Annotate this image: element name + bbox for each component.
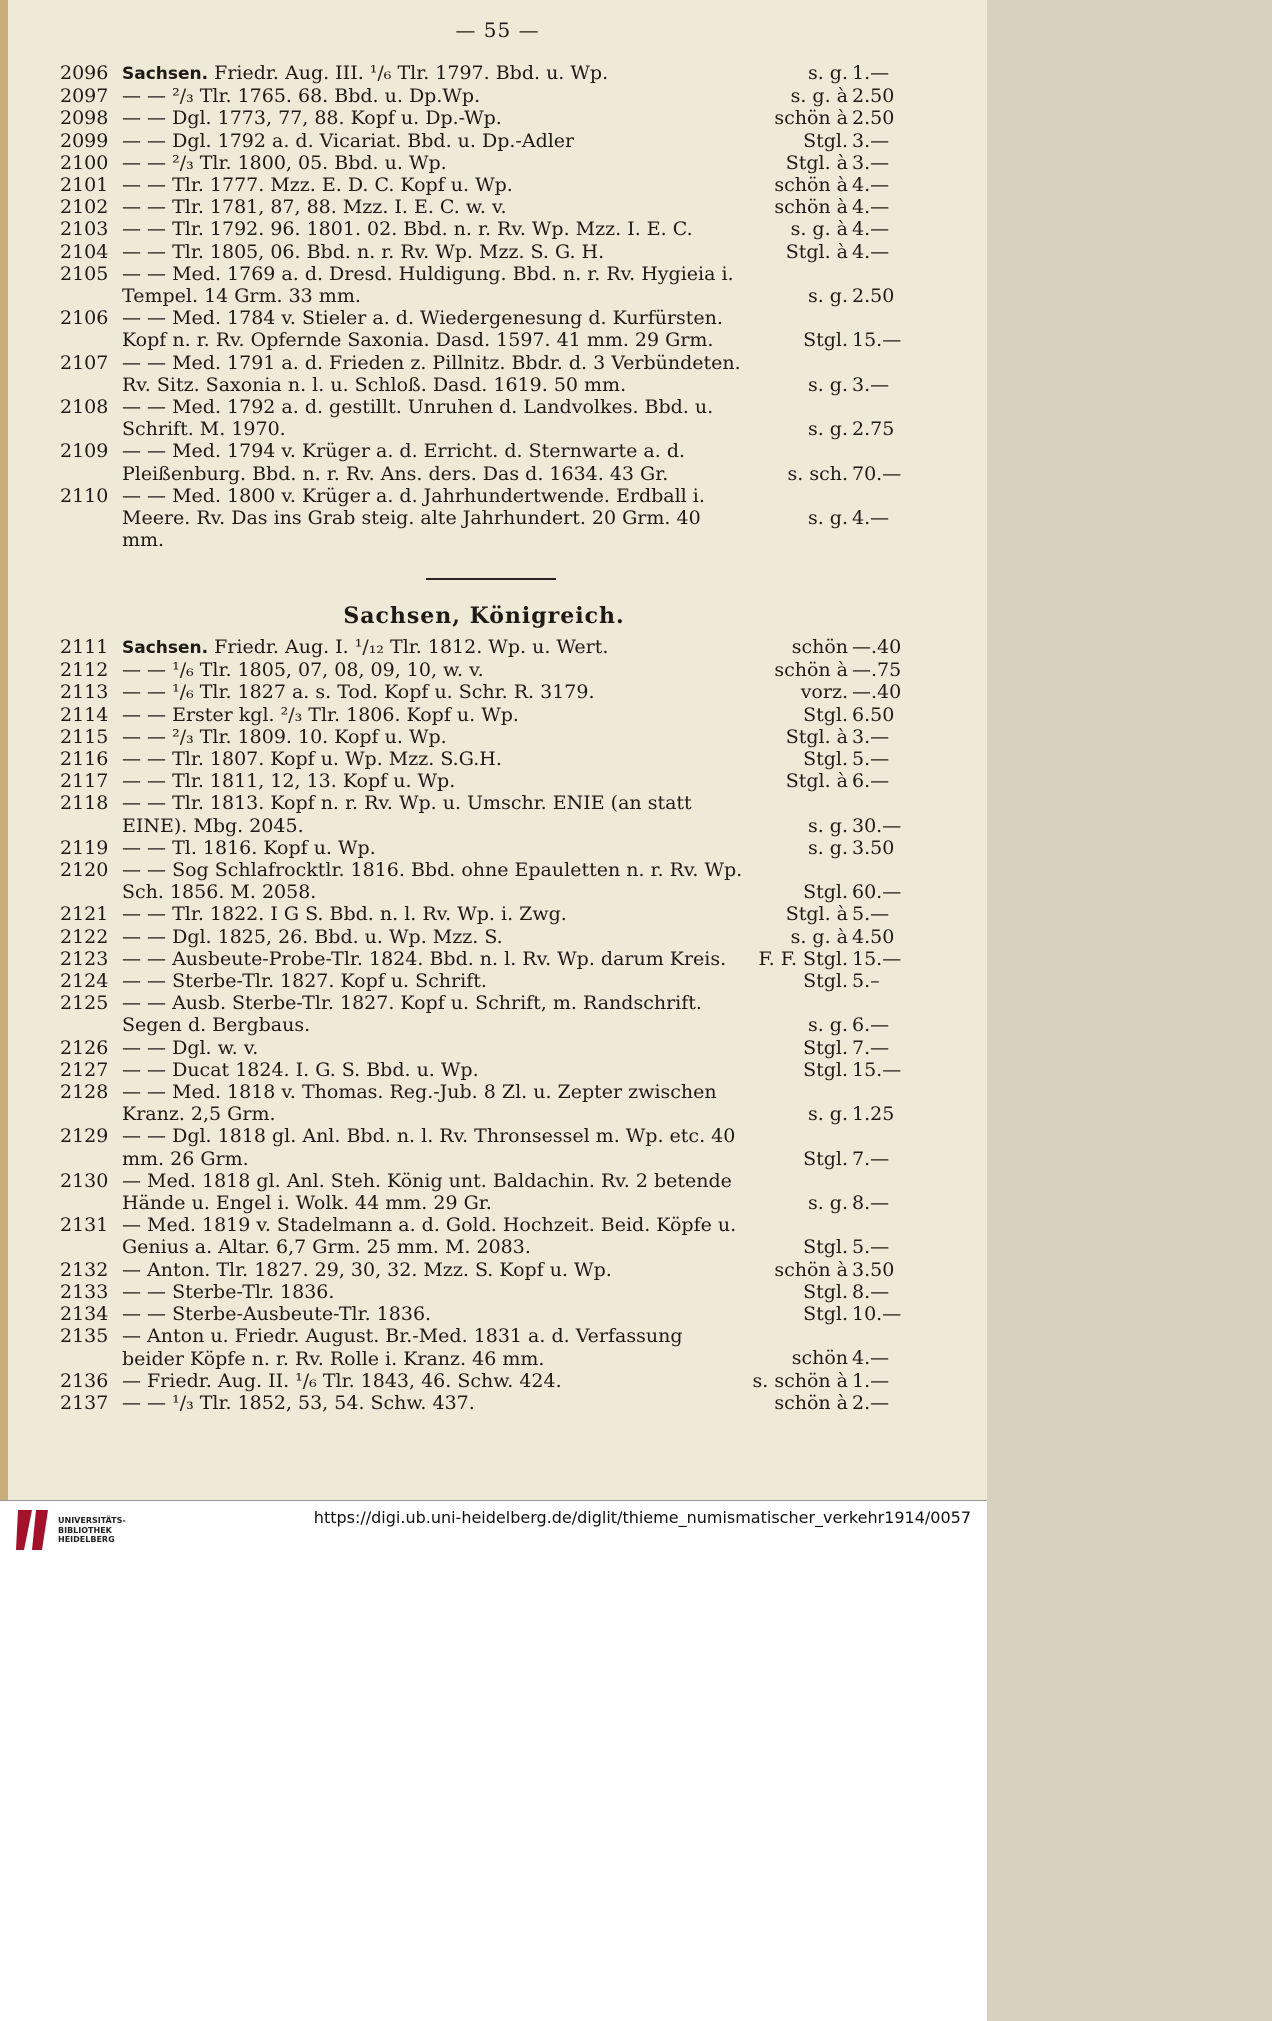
entry-description (122, 726, 743, 748)
entry-grade: Stgl. (803, 329, 848, 352)
entry-grade: s. g. (807, 1014, 848, 1037)
catalog-entry (60, 704, 908, 726)
catalog-entry (60, 837, 908, 859)
catalog-section-electorate (60, 62, 908, 551)
entry-description (122, 218, 743, 240)
entry-price: 60.— (852, 881, 902, 904)
entry-grade: schön (791, 1347, 848, 1370)
entry-price: 3.50 (852, 836, 895, 859)
entry-description (122, 837, 743, 859)
entry-grade: schön à (774, 1391, 848, 1414)
entry-text: — — Erster kgl. ²/₃ Tlr. 1806. Kopf u. Wp. (122, 703, 519, 726)
entry-text: — — Tl. 1816. Kopf u. Wp. (122, 836, 376, 859)
entry-price: 2.— (852, 1391, 890, 1414)
entry-price: 2.50 (852, 107, 895, 130)
entry-description (122, 130, 743, 152)
viewer-footer (0, 1500, 987, 2021)
catalog-entry (60, 263, 908, 307)
entry-description (122, 992, 743, 1036)
catalog-entry (60, 196, 908, 218)
entry-price: 4.50 (852, 925, 895, 948)
entry-number: 2132 (60, 1258, 109, 1281)
entry-text: — — Med. 1792 a. d. gestillt. Unruhen d. Landvolkes. Bbd. u. Schrift. M. 1970. (122, 396, 714, 441)
entry-number: 2122 (60, 925, 109, 948)
entry-text: — Anton. Tlr. 1827. 29, 30, 32. Mzz. S. Kopf u. Wp. (122, 1258, 612, 1281)
entry-price: —.40 (852, 636, 902, 658)
entry-description (122, 241, 743, 263)
entry-text: — — Dgl. 1773, 77, 88. Kopf u. Dp.-Wp. (122, 107, 502, 130)
catalog-entry (60, 1303, 908, 1325)
entry-text: — — Med. 1784 v. Stieler a. d. Wiedergenesung d. Kurfürsten. Kopf n. r. Rv. Opfernde Saxonia. Dasd. 1597. 41 mm. 29 Grm. (122, 307, 723, 352)
section-divider (426, 578, 556, 580)
entry-description (122, 485, 743, 552)
entry-description (122, 85, 743, 107)
entry-description (122, 152, 743, 174)
catalog-entry (60, 107, 908, 129)
catalog-entry (60, 636, 908, 659)
entry-text: — — Ausbeute-Probe-Tlr. 1824. Bbd. n. l. Rv. Wp. darum Kreis. (122, 947, 727, 970)
entry-grade: schön (791, 636, 848, 658)
entry-number: 2097 (60, 85, 109, 108)
entry-number: 2104 (60, 240, 109, 263)
entry-price: 5.— (852, 748, 890, 771)
entry-text: — — Sterbe-Tlr. 1827. Kopf u. Schrift. (122, 970, 487, 993)
catalog-entry (60, 1125, 908, 1169)
entry-grade: Stgl. (803, 748, 848, 771)
entry-text: — — ²/₃ Tlr. 1809. 10. Kopf u. Wp. (122, 725, 447, 748)
catalog-entry (60, 218, 908, 240)
entry-description (122, 1214, 743, 1258)
entry-text: — — Tlr. 1777. Mzz. E. D. C. Kopf u. Wp. (122, 174, 513, 197)
entry-text: — — Tlr. 1781, 87, 88. Mzz. I. E. C. w. v. (122, 196, 507, 219)
entry-text: — Anton u. Friedr. August. Br.-Med. 1831 a. d. Verfassung beider Köpfe n. r. Rv. Rolle i. Kranz. 46 mm. (122, 1325, 683, 1370)
entry-grade: schön à (774, 107, 848, 130)
entry-number: 2105 (60, 262, 109, 285)
entry-text: — — ²/₃ Tlr. 1765. 68. Bbd. u. Dp.Wp. (122, 85, 481, 108)
entry-text: — — Med. 1800 v. Krüger a. d. Jahrhundertwende. Erdball i. Meere. Rv. Das ins Grab steig. alte Jahrhundert. 20 Grm. 40 mm. (122, 484, 705, 552)
entry-grade: s. g. (807, 1103, 848, 1126)
entry-ruler-name: Sachsen. (122, 638, 209, 658)
entry-grade: Stgl. (803, 129, 848, 152)
entry-grade: s. g. (807, 836, 848, 859)
entry-description (122, 1392, 743, 1414)
entry-price: —.75 (852, 659, 902, 682)
entry-price: 1.— (852, 62, 890, 84)
entry-number: 2123 (60, 947, 109, 970)
entry-grade: s. sch. (787, 462, 848, 485)
entry-description (122, 263, 743, 307)
entry-grade: schön à (774, 196, 848, 219)
catalog-entry (60, 241, 908, 263)
entry-grade: Stgl. à (785, 770, 848, 793)
entry-grade: s. g. (807, 285, 848, 308)
entry-grade: s. g. (807, 1192, 848, 1215)
entry-grade: Stgl. à (785, 240, 848, 263)
catalog-entry (60, 1370, 908, 1392)
catalog-entry (60, 1214, 908, 1258)
entry-price: 10.— (852, 1303, 902, 1326)
entry-number: 2118 (60, 792, 109, 815)
entry-description (122, 107, 743, 129)
catalog-entry (60, 152, 908, 174)
catalog-entry (60, 770, 908, 792)
entry-text: — — ¹/₆ Tlr. 1805, 07, 08, 09, 10, w. v. (122, 659, 484, 682)
entry-text: — Med. 1819 v. Stadelmann a. d. Gold. Hochzeit. Beid. Köpfe u. Genius a. Altar. 6,7 Grm. 25 mm. M. 2083. (122, 1214, 737, 1259)
catalog-entry (60, 903, 908, 925)
entry-description (122, 1303, 743, 1325)
university-library-logo-icon (12, 1506, 54, 1554)
entry-price: 6.50 (852, 703, 895, 726)
entry-description (122, 1281, 743, 1303)
entry-grade: Stgl. (803, 881, 848, 904)
catalog-entry (60, 307, 908, 351)
entry-description (122, 1259, 743, 1281)
entry-text: Friedr. Aug. I. ¹/₁₂ Tlr. 1812. Wp. u. Wert. (214, 636, 609, 658)
entry-price: 6.— (852, 770, 890, 793)
entry-grade: s. schön à (752, 1369, 848, 1392)
entry-description (122, 1370, 743, 1392)
entry-text: — — Med. 1769 a. d. Dresd. Huldigung. Bbd. n. r. Rv. Hygieia i. Tempel. 14 Grm. 33 mm. (122, 262, 734, 308)
catalog-entry (60, 1059, 908, 1081)
entry-number: 2102 (60, 196, 109, 219)
catalog-entry (60, 859, 908, 903)
entry-description (122, 1037, 743, 1059)
catalog-section-kingdom (60, 636, 908, 1414)
entry-number: 2120 (60, 859, 109, 882)
entry-price: 4.— (852, 1347, 890, 1370)
entry-number: 2134 (60, 1303, 109, 1326)
entry-text: — — Tlr. 1822. I G S. Bbd. n. l. Rv. Wp. i. Zwg. (122, 903, 567, 926)
entry-price: 15.— (852, 329, 902, 352)
catalog-entry (60, 926, 908, 948)
entry-description (122, 903, 743, 925)
entry-description (122, 307, 743, 351)
entry-number: 2114 (60, 703, 109, 726)
entry-price: 3.— (852, 151, 890, 174)
entry-grade: s. g. (807, 814, 848, 837)
entry-number: 2109 (60, 440, 109, 463)
entry-price: 4.— (852, 196, 890, 219)
entry-price: 5.– (852, 970, 880, 993)
catalog-entry (60, 1081, 908, 1125)
entry-grade: Stgl. (803, 1280, 848, 1303)
entry-description (122, 1170, 743, 1214)
entry-text: — — Sterbe-Ausbeute-Tlr. 1836. (122, 1303, 432, 1326)
entry-text: — — Dgl. 1825, 26. Bbd. u. Wp. Mzz. S. (122, 925, 503, 948)
entry-number: 2106 (60, 307, 109, 330)
entry-price: 5.— (852, 1236, 890, 1259)
entry-description (122, 1081, 743, 1125)
section-heading: Sachsen, Königreich. (343, 603, 625, 629)
entry-number: 2124 (60, 970, 109, 993)
entry-grade: Stgl. à (785, 725, 848, 748)
entry-grade: Stgl. (803, 1303, 848, 1326)
entry-grade: F. F. Stgl. (758, 947, 848, 970)
catalog-entry (60, 748, 908, 770)
entry-number: 2110 (60, 484, 109, 507)
entry-price: 4.— (852, 174, 890, 197)
entry-number: 2119 (60, 836, 109, 859)
entry-price: 70.— (852, 462, 902, 485)
entry-number: 2126 (60, 1036, 109, 1059)
entry-number: 2130 (60, 1169, 109, 1192)
entry-text: — — Sterbe-Tlr. 1836. (122, 1280, 335, 1303)
entry-number: 2116 (60, 748, 109, 771)
entry-number: 2137 (60, 1391, 109, 1414)
catalog-entry (60, 85, 908, 107)
entry-grade: s. g. (807, 62, 848, 84)
entry-text: — — ¹/₃ Tlr. 1852, 53, 54. Schw. 437. (122, 1391, 475, 1414)
entry-text: — Friedr. Aug. II. ¹/₆ Tlr. 1843, 46. Schw. 424. (122, 1369, 562, 1392)
entry-number: 2117 (60, 770, 109, 793)
catalog-entry (60, 440, 908, 484)
catalog-entry (60, 130, 908, 152)
catalog-entry (60, 1170, 908, 1214)
entry-description (122, 636, 743, 659)
entry-text: — — Med. 1818 v. Thomas. Reg.-Jub. 8 Zl. u. Zepter zwischen Kranz. 2,5 Grm. (122, 1081, 717, 1126)
entry-price: 3.50 (852, 1258, 895, 1281)
entry-number: 2107 (60, 351, 109, 374)
entry-description (122, 770, 743, 792)
entry-number: 2111 (60, 636, 109, 658)
catalog-entry (60, 62, 908, 85)
entry-number: 2101 (60, 174, 109, 197)
entry-description (122, 792, 743, 836)
entry-number: 2121 (60, 903, 109, 926)
catalog-entry (60, 659, 908, 681)
entry-description (122, 1059, 743, 1081)
entry-price: 4.— (852, 240, 890, 263)
entry-price: 3.— (852, 129, 890, 152)
entry-text: — — Tlr. 1811, 12, 13. Kopf u. Wp. (122, 770, 456, 793)
entry-grade: schön à (774, 659, 848, 682)
entry-price: 15.— (852, 1058, 902, 1081)
entry-price: 4.— (852, 218, 890, 241)
catalog-entry (60, 485, 908, 552)
entry-price: 3.— (852, 725, 890, 748)
catalog-entry (60, 681, 908, 703)
entry-text: — — Med. 1791 a. d. Frieden z. Pillnitz. Bbdr. d. 3 Verbündeten. Rv. Sitz. Saxonia n. l. u. Schloß. Dasd. 1619. 50 mm. (122, 351, 741, 396)
entry-price: 3.— (852, 373, 890, 396)
entry-price: 7.— (852, 1147, 890, 1170)
entry-description (122, 396, 743, 440)
entry-grade: Stgl. (803, 970, 848, 993)
entry-description (122, 704, 743, 726)
entry-description (122, 926, 743, 948)
entry-price: 5.— (852, 903, 890, 926)
entry-price: 7.— (852, 1036, 890, 1059)
catalog-entry (60, 992, 908, 1036)
entry-description (122, 659, 743, 681)
entry-number: 2096 (60, 62, 109, 84)
entry-grade: s. g. (807, 373, 848, 396)
entry-description (122, 681, 743, 703)
entry-number: 2115 (60, 725, 109, 748)
page-number: — 55 — (455, 18, 540, 42)
footer-bar (0, 1500, 987, 1544)
catalog-entry (60, 792, 908, 836)
entry-text: — — Dgl. 1792 a. d. Vicariat. Bbd. u. Dp.-Adler (122, 129, 575, 152)
entry-description (122, 174, 743, 196)
entry-number: 2129 (60, 1125, 109, 1148)
entry-text: — — Dgl. w. v. (122, 1036, 259, 1059)
entry-grade: Stgl. à (785, 151, 848, 174)
entry-number: 2125 (60, 992, 109, 1015)
entry-price: 2.50 (852, 285, 895, 308)
catalog-entry (60, 352, 908, 396)
entry-description (122, 440, 743, 484)
catalog-entry (60, 1325, 908, 1369)
entry-grade: schön à (774, 1258, 848, 1281)
entry-price: 4.— (852, 507, 890, 530)
entry-grade: schön à (774, 174, 848, 197)
entry-text: — — Med. 1794 v. Krüger a. d. Erricht. d. Sternwarte a. d. Pleißenburg. Bbd. n. r. Rv. Ans. ders. Das d. 1634. 43 Gr. (122, 440, 686, 485)
entry-price: 6.— (852, 1014, 890, 1037)
catalog-entry (60, 726, 908, 748)
entry-grade: vorz. (800, 681, 848, 704)
entry-text: — — Tlr. 1805, 06. Bbd. n. r. Rv. Wp. Mzz. S. G. H. (122, 240, 605, 263)
entry-description (122, 1325, 743, 1369)
entry-number: 2135 (60, 1325, 109, 1348)
entry-description (122, 196, 743, 218)
entry-description (122, 748, 743, 770)
entry-grade: s. g. à (790, 925, 848, 948)
entry-text: — Med. 1818 gl. Anl. Steh. König unt. Baldachin. Rv. 2 betende Hände u. Engel i. Wolk. 44 mm. 29 Gr. (122, 1169, 732, 1215)
entry-number: 2108 (60, 396, 109, 419)
entry-price: 1.25 (852, 1103, 895, 1126)
entry-text: — — Dgl. 1818 gl. Anl. Bbd. n. l. Rv. Thronsessel m. Wp. etc. 40 mm. 26 Grm. (122, 1125, 736, 1170)
entry-ruler-name: Sachsen. (122, 64, 209, 84)
entry-grade: s. g. (807, 418, 848, 441)
library-name: UNIVERSITÄTS- BIBLIOTHEK HEIDELBERG (58, 1516, 126, 1544)
entry-description (122, 62, 743, 85)
entry-text: — — ²/₃ Tlr. 1800, 05. Bbd. u. Wp. (122, 151, 447, 174)
entry-text: Friedr. Aug. III. ¹/₆ Tlr. 1797. Bbd. u. Wp. (214, 62, 609, 84)
entry-description (122, 352, 743, 396)
catalog-entry (60, 1281, 908, 1303)
entry-price: 15.— (852, 947, 902, 970)
entry-number: 2128 (60, 1081, 109, 1104)
entry-price: 2.50 (852, 85, 895, 108)
entry-price: 30.— (852, 814, 902, 837)
entry-grade: s. g. à (790, 218, 848, 241)
entry-grade: Stgl. (803, 703, 848, 726)
entry-text: — — Tlr. 1792. 96. 1801. 02. Bbd. n. r. Rv. Wp. Mzz. I. E. C. (122, 218, 693, 241)
entry-number: 2136 (60, 1369, 109, 1392)
entry-grade: Stgl. à (785, 903, 848, 926)
entry-description (122, 1125, 743, 1169)
catalog-entry (60, 174, 908, 196)
entry-description (122, 948, 743, 970)
entry-text: — — Tlr. 1807. Kopf u. Wp. Mzz. S.G.H. (122, 748, 502, 771)
entry-price: 2.75 (852, 418, 895, 441)
entry-number: 2133 (60, 1280, 109, 1303)
catalog-entry (60, 396, 908, 440)
catalog-entry (60, 970, 908, 992)
catalog-entry (60, 1037, 908, 1059)
entry-price: —.40 (852, 681, 902, 704)
catalog-entry (60, 948, 908, 970)
entry-number: 2103 (60, 218, 109, 241)
entry-grade: Stgl. (803, 1058, 848, 1081)
entry-number: 2100 (60, 151, 109, 174)
entry-description (122, 859, 743, 903)
catalog-entry (60, 1259, 908, 1281)
entry-number: 2099 (60, 129, 109, 152)
entry-number: 2131 (60, 1214, 109, 1237)
entry-number: 2113 (60, 681, 109, 704)
entry-text: — — Ausb. Sterbe-Tlr. 1827. Kopf u. Schrift, m. Randschrift. Segen d. Bergbaus. (122, 992, 702, 1037)
entry-price: 8.— (852, 1192, 890, 1215)
entry-price: 1.— (852, 1369, 890, 1392)
entry-price: 8.— (852, 1280, 890, 1303)
entry-description (122, 970, 743, 992)
entry-text: — — Tlr. 1813. Kopf n. r. Rv. Wp. u. Umschr. ENIE (an statt EINE). Mbg. 2045. (122, 792, 692, 837)
entry-number: 2098 (60, 107, 109, 130)
entry-text: — — Ducat 1824. I. G. S. Bbd. u. Wp. (122, 1058, 479, 1081)
entry-grade: Stgl. (803, 1147, 848, 1170)
entry-grade: Stgl. (803, 1236, 848, 1259)
entry-text: — — Sog Schlafrocktlr. 1816. Bbd. ohne Epauletten n. r. Rv. Wp. Sch. 1856. M. 2058. (122, 859, 743, 904)
entry-grade: s. g. (807, 507, 848, 530)
entry-grade: Stgl. (803, 1036, 848, 1059)
entry-text: — — ¹/₆ Tlr. 1827 a. s. Tod. Kopf u. Schr. R. 3179. (122, 681, 595, 704)
entry-number: 2112 (60, 659, 109, 682)
source-url[interactable]: https://digi.ub.uni-heidelberg.de/diglit/thieme_numismatischer_verkehr1914/0057 (313, 1508, 971, 1527)
entry-number: 2127 (60, 1058, 109, 1081)
catalog-entry (60, 1392, 908, 1414)
entry-grade: s. g. à (790, 85, 848, 108)
